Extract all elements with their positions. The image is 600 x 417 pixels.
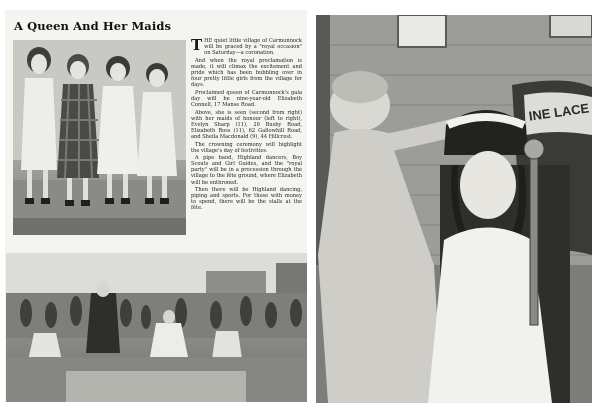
article-body bbox=[191, 38, 302, 258]
banner-lettering: INE LACE bbox=[527, 100, 591, 124]
photo-crowning-ceremony bbox=[316, 15, 592, 403]
article-paragraph: THE quiet little village of Carmunnock will be graced by a "royal occasion" on Saturday—a coronation. bbox=[191, 38, 302, 57]
photo-festival-crowd bbox=[6, 253, 307, 402]
article-paragraph: Above, she is seen (second from right) with her maids of honour (left to right), Evelyn Sharp (11), 20 Busby Road, Elizabeth Ross (11), 62 Gallowhill Road, and Sheila Macdonald (9), 44 Hillcrest. bbox=[191, 109, 302, 140]
article-paragraph: The crowning ceremony will highlight the village's day of festivities. bbox=[191, 141, 302, 154]
article-paragraph: A pipe band, Highland dancers, Boy Scouts and Girl Guides, and the "royal party" will be in a procession through the village to the fête ground, where Elizabeth will be enthroned. bbox=[191, 155, 302, 186]
drop-cap: T bbox=[191, 38, 203, 54]
article-paragraph: Then there will be Highland dancing, piping and sports. For those with money to spend, there will be the stalls at the fête. bbox=[191, 187, 302, 212]
article-paragraph: And when the royal proclamation is made, it will climax the excitement and pride which has been bubbling over in four pretty little girls from the village for days. bbox=[191, 57, 302, 89]
photo-queen-and-maids bbox=[13, 40, 186, 235]
headline: A Queen And Her Maids bbox=[14, 19, 172, 33]
article-paragraph: Proclaimed queen of Carmunnock's gala day will be nine-year-old Elizabeth Connell, 17 Manse Road. bbox=[191, 89, 302, 108]
